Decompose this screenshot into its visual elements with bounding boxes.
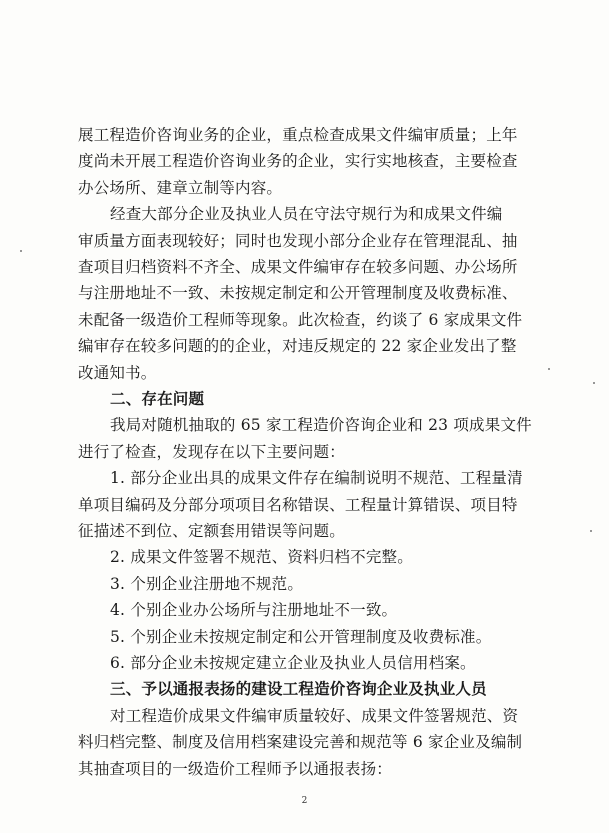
paragraph-line: 办公场所、建章立制等内容。 <box>78 178 283 197</box>
list-item: 6. 部分企业未按规定建立企业及执业人员信用档案。 <box>110 654 476 672</box>
paragraph-line: 与注册地址不一致、未按规定制定和公开管理制度及收费标准、 <box>78 284 518 303</box>
paragraph-line: 单项目编码及分部分项项目名称错误、工程量计算错误、项目特 <box>78 495 518 514</box>
scan-speck <box>20 250 22 252</box>
page-number: 2 <box>301 796 308 806</box>
list-item: 2. 成果文件签署不规范、资料归档不完整。 <box>110 548 413 567</box>
paragraph-line: 其抽查项目的一级造价工程师予以通报表扬： <box>78 759 393 778</box>
list-item: 3. 个别企业注册地不规范。 <box>110 574 304 593</box>
paragraph-line: 展工程造价咨询业务的企业，重点检查成果文件编审质量；上年 <box>78 126 518 144</box>
paragraph-line: 未配备一级造价工程师等现象。此次检查，约谈了 6 家成果文件 <box>78 310 523 329</box>
paragraph-line: 进行了检查，发现存在以下主要问题： <box>78 442 345 461</box>
paragraph-line: 料归档完整、制度及信用档案建设完善和规范等 6 家企业及编制 <box>78 733 523 752</box>
section-heading: 三、予以通报表扬的建设工程造价咨询企业及执业人员 <box>110 680 487 699</box>
paragraph-line: 审质量方面表现较好；同时也发现小部分企业存在管理混乱、抽 <box>78 231 518 250</box>
scan-speck <box>593 382 595 384</box>
list-item: 5. 个别企业未按规定制定和公开管理制度及收费标准。 <box>110 627 492 646</box>
paragraph-line: 经查大部分企业及执业人员在守法守规行为和成果文件编 <box>110 205 503 224</box>
paragraph-line: 征描述不到位、定额套用错误等问题。 <box>78 522 345 540</box>
list-item: 4. 个别企业办公场所与注册地址不一致。 <box>110 601 398 620</box>
section-heading: 二、存在问题 <box>110 390 205 408</box>
paragraph-line: 度尚未开展工程造价咨询业务的企业，实行实地核查，主要检查 <box>78 152 518 171</box>
paragraph-line: 查项目归档资料不齐全、成果文件编审存在较多问题、办公场所 <box>78 258 518 276</box>
paragraph-line: 改通知书。 <box>78 363 157 382</box>
paragraph-line: 我局对随机抽取的 65 家工程造价咨询企业和 23 项成果文件 <box>110 416 532 435</box>
paragraph-line: 对工程造价成果文件编审质量较好、成果文件签署规范、资 <box>110 706 519 725</box>
list-item: 1. 部分企业出具的成果文件存在编制说明不规范、工程量清 <box>110 469 523 488</box>
scan-speck <box>590 530 592 532</box>
scan-speck <box>548 368 550 370</box>
paragraph-line: 编审存在较多问题的的企业，对违反规定的 22 家企业发出了整 <box>78 337 517 356</box>
